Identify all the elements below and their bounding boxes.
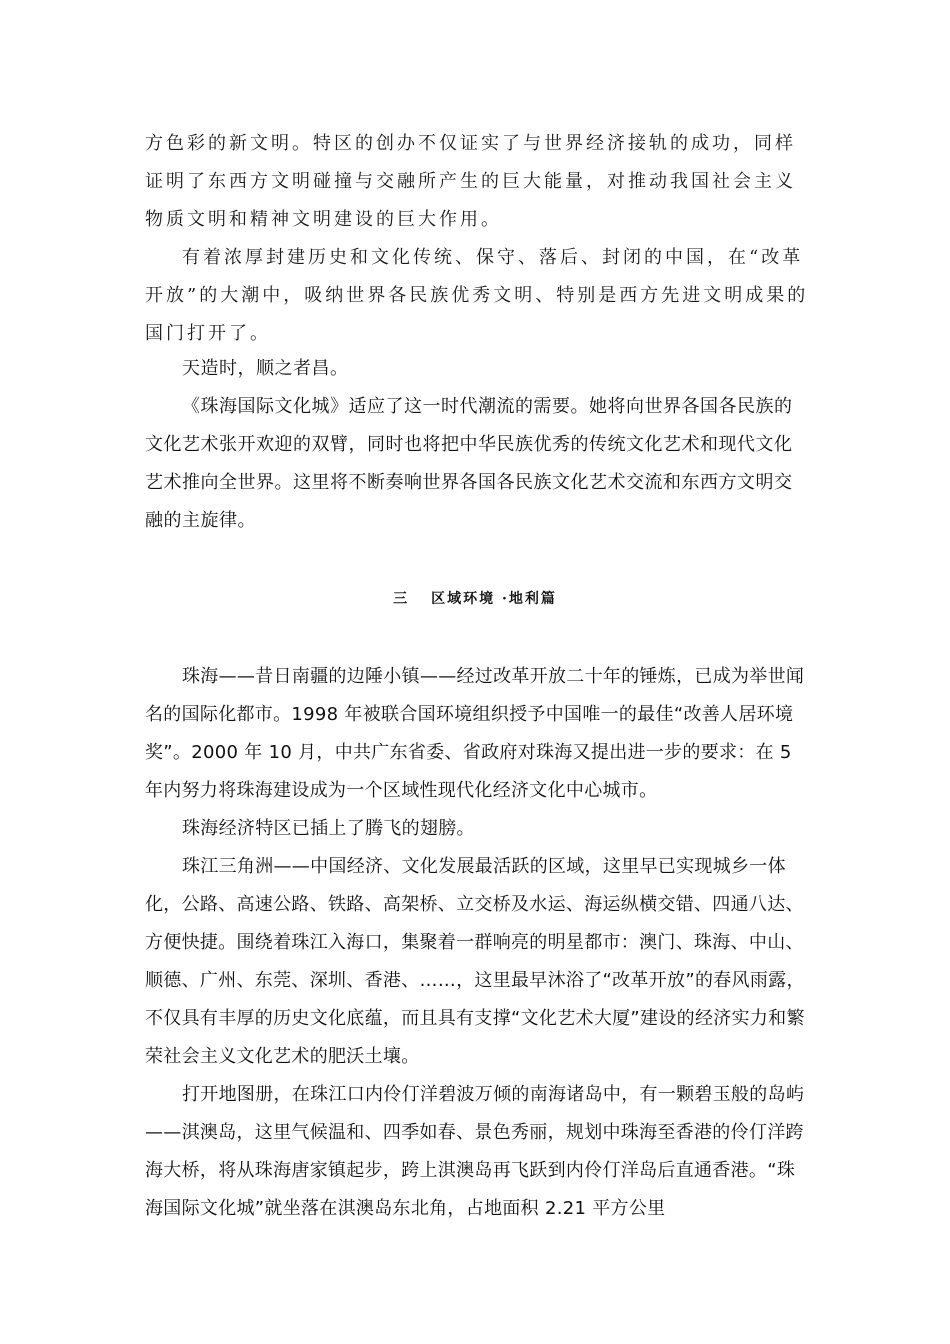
section-title: 区域环境 ·地利篇 [431, 591, 557, 607]
paragraph: 《珠海国际文化城》适应了这一时代潮流的需要。她将向世界各国各民族的文化艺术张开欢迎的双臂，同时也将把中华民族优秀的传统文化艺术和现代文化艺术推向全世界。这里将不断奏响世界各国各民族文化艺术交流和东西方文明交融的主旋律。 [145, 396, 793, 531]
paragraph: 有着浓厚封建历史和文化传统、保守、落后、封闭的中国，在“改革开放”的大潮中，吸纳世界各民族优秀文明、特别是西方先进文明成果的国门打开了。 [145, 247, 809, 344]
section-number: 三 [393, 591, 410, 607]
text-block-middle [145, 350, 810, 540]
paragraph: 打开地图册，在珠江口内伶仃洋碧波万倾的南海诸岛中，有一颗碧玉般的岛屿——淇澳岛，这里气候温和、四季如春、景色秀丽，规划中珠海至香港的伶仃洋跨海大桥，将从珠海唐家镇起步，跨上淇澳岛再飞跃到内伶仃洋岛后直通香港。“珠海国际文化城”就坐落在淇澳岛东北角，占地面积 2.21 平方公里 [145, 1084, 805, 1219]
text-block-top [145, 125, 810, 353]
paragraph: 珠海——昔日南疆的边陲小镇——经过改革开放二十年的锤炼，已成为举世闻名的国际化都市。1998 年被联合国环境组织授予中国唯一的最佳“改善人居环境奖”。2000 年 10 月，中共广东省委、省政府对珠海又提出进一步的要求：在 5 年内努力将珠海建设成为一个区域性现代化经济文化中心城市。 [145, 666, 805, 801]
paragraph: 方色彩的新文明。特区的创办不仅证实了与世界经济接轨的成功，同样证明了东西方文明碰撞与交融所产生的巨大能量，对推动我国社会主义物质文明和精神文明建设的巨大作用。 [145, 133, 796, 230]
paragraph: 珠海经济特区已插上了腾飞的翅膀。 [182, 818, 475, 839]
paragraph: 天造时，顺之者昌。 [182, 358, 349, 379]
text-block-bottom [145, 658, 810, 1228]
section-heading [0, 588, 950, 608]
paragraph: 珠江三角洲——中国经济、文化发展最活跃的区域，这里早已实现城乡一体化，公路、高速公路、铁路、高架桥、立交桥及水运、海运纵横交错、四通八达、方便快捷。围绕着珠江入海口，集聚着一群响亮的明星都市：澳门、珠海、中山、顺德、广州、东莞、深圳、香港、……，这里最早沐浴了“改革开放”的春风雨露，不仅具有丰厚的历史文化底蕴，而且具有支撑“文化艺术大厦”建设的经济实力和繁荣社会主义文化艺术的肥沃土壤。 [145, 856, 805, 1067]
